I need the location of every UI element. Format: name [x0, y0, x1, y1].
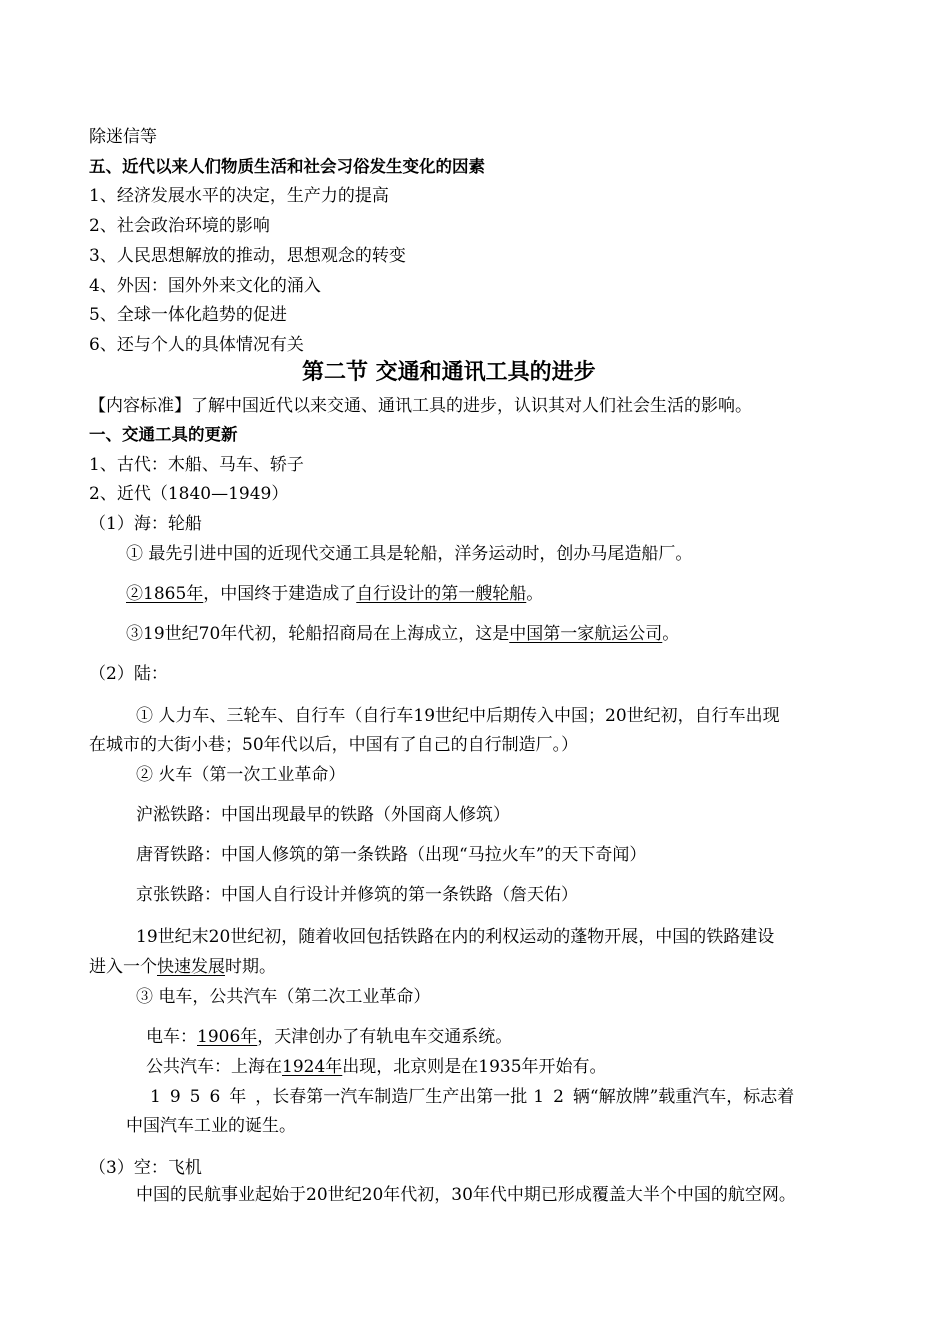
list-item: 1、古代：木船、马车、轿子: [89, 455, 304, 475]
text-line: 京张铁路：中国人自行设计并修筑的第一条铁路（詹天佑）: [136, 885, 578, 905]
list-item: 4、外因：国外外来文化的涌入: [89, 276, 321, 296]
text-line: 除迷信等: [89, 127, 157, 147]
underlined-text: 自行设计的第一艘轮船: [356, 584, 527, 604]
underlined-text: 1924年: [282, 1057, 343, 1077]
text-line: 在城市的大街小巷；50年代以后，中国有了自己的自行制造厂。）: [89, 735, 579, 755]
underlined-text: 1906年: [197, 1027, 258, 1047]
list-item: 2、近代（1840—1949）: [89, 484, 289, 504]
content-standard: 【内容标准】了解中国近代以来交通、通讯工具的进步，认识其对人们社会生活的影响。: [89, 396, 752, 416]
section-title: 第二节 交通和通讯工具的进步: [302, 360, 596, 385]
list-item: 1、经济发展水平的决定，生产力的提高: [89, 186, 389, 206]
text-line: ③ 电车，公共汽车（第二次工业革命）: [136, 987, 431, 1007]
subheading-land: （2）陆：: [89, 664, 168, 684]
text-span: ，天津创办了有轨电车交通系统。: [257, 1027, 513, 1047]
text-line: ② 火车（第一次工业革命）: [136, 765, 346, 785]
text-span: 公共汽车：上海在: [146, 1057, 282, 1077]
text-line: [126, 582, 543, 606]
text-span: 进入一个: [89, 957, 157, 977]
text-span: 出现，北京则是在1935年开始有。: [342, 1057, 607, 1077]
list-item: 5、全球一体化趋势的促进: [89, 305, 287, 325]
text-span: 1956年: [150, 1087, 256, 1107]
heading-factors: 五、近代以来人们物质生活和社会习俗发生变化的因素: [89, 157, 485, 176]
text-line: [146, 1055, 607, 1079]
text-line: 唐胥铁路：中国人修筑的第一条铁路（出现“马拉火车”的天下奇闻）: [136, 845, 647, 865]
heading-transport: 一、交通工具的更新: [89, 425, 238, 444]
text-span: ，长春第一汽车制造厂生产出第一批: [255, 1087, 528, 1107]
subheading-air: （3）空：飞机: [89, 1158, 202, 1178]
text-line: [89, 955, 276, 979]
text-span: 时期。: [225, 957, 276, 977]
list-item: 2、社会政治环境的影响: [89, 216, 270, 236]
text-span: ，中国终于建造成了: [203, 584, 357, 604]
underlined-text: ②1865年: [126, 584, 204, 604]
underlined-text: 中国第一家航运公司: [509, 624, 663, 644]
text-line: 中国的民航事业起始于20世纪20年代初，30年代中期已形成覆盖大半个中国的航空网。: [136, 1185, 796, 1205]
underlined-text: 快速发展: [157, 957, 225, 977]
text-span: 辆“解放牌”载重汽车，标志着: [572, 1087, 795, 1107]
text-line: [126, 622, 679, 646]
text-span: 。: [662, 624, 680, 644]
subheading-sea: （1）海：轮船: [89, 514, 202, 534]
text-span: 。: [526, 584, 544, 604]
text-line: [146, 1025, 512, 1049]
text-line: [150, 1085, 794, 1109]
list-item: 6、还与个人的具体情况有关: [89, 335, 304, 355]
text-span: 12: [533, 1087, 573, 1107]
text-line: 中国汽车工业的诞生。: [126, 1116, 296, 1136]
text-span: ③19世纪70年代初，轮船招商局在上海成立，这是: [126, 624, 510, 644]
text-line: ① 最先引进中国的近现代交通工具是轮船，洋务运动时，创办马尾造船厂。: [126, 544, 693, 564]
text-span: 电车：: [146, 1027, 197, 1047]
text-line: ① 人力车、三轮车、自行车（自行车19世纪中后期传入中国；20世纪初，自行车出现: [136, 706, 780, 726]
text-line: 沪淞铁路：中国出现最早的铁路（外国商人修筑）: [136, 805, 510, 825]
list-item: 3、人民思想解放的推动，思想观念的转变: [89, 246, 406, 266]
text-line: 19世纪末20世纪初，随着收回包括铁路在内的利权运动的蓬物开展，中国的铁路建设: [136, 927, 775, 947]
